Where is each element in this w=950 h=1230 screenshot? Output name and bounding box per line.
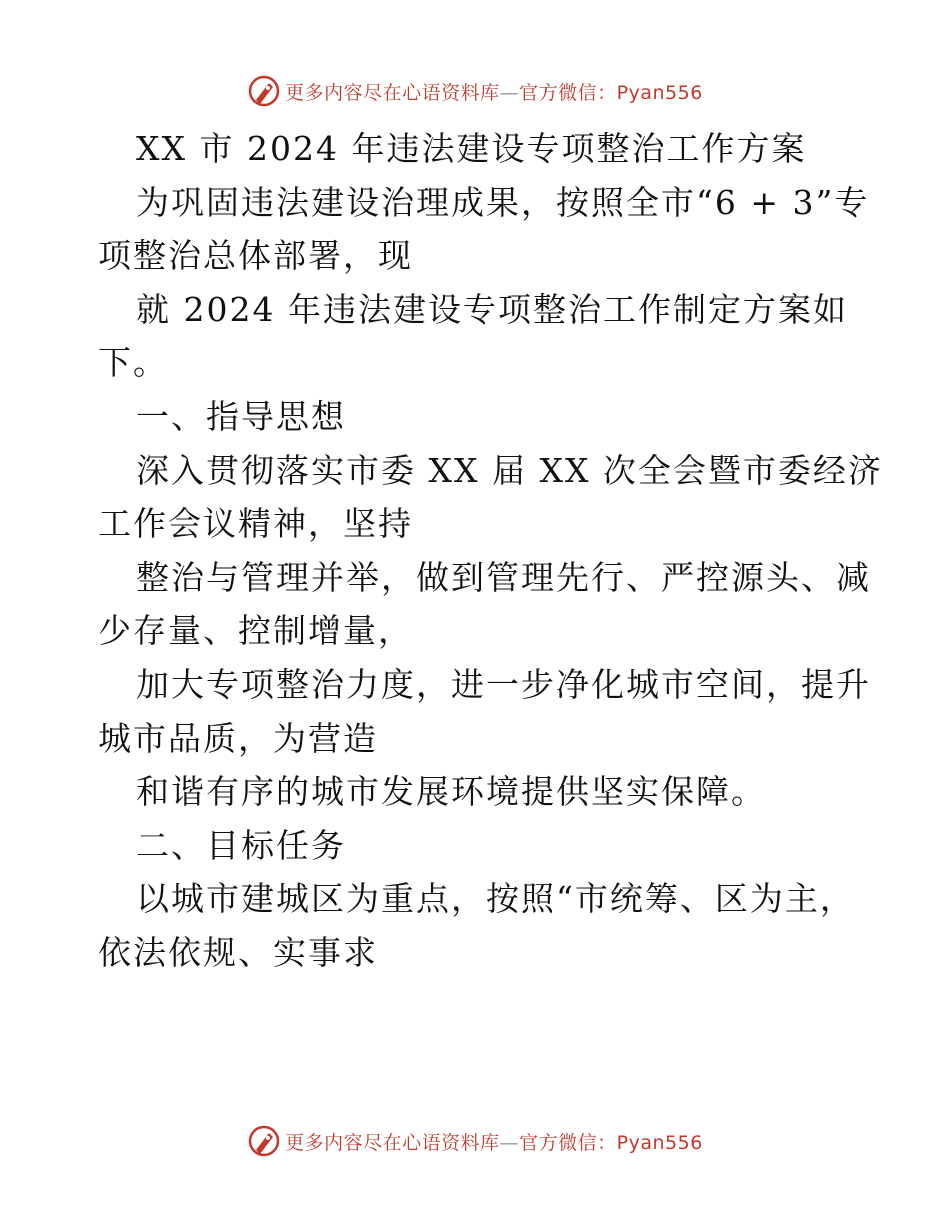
paragraph-line: 加大专项整治力度，进一步净化城市空间，提升 xyxy=(136,664,871,704)
pen-nib-logo-icon xyxy=(247,74,281,108)
paragraph-line: 为巩固违法建设治理成果，按照全市“6 + 3”专 xyxy=(136,182,870,222)
paragraph-line: 少存量、控制增量， xyxy=(98,611,413,651)
paragraph-line: 依法依规、实事求 xyxy=(98,932,378,972)
section-heading: 二、目标任务 xyxy=(136,825,346,865)
header-watermark-text: 更多内容尽在心语资料库—官方微信：Pyan556 xyxy=(285,81,703,104)
paragraph-line: 就 2024 年违法建设专项整治工作制定方案如 xyxy=(136,289,848,329)
footer-watermark-banner xyxy=(0,1121,950,1161)
paragraph-line: 下。 xyxy=(98,343,168,383)
document-title: XX 市 2024 年违法建设专项整治工作方案 xyxy=(136,129,807,168)
paragraph-line: 整治与管理并举，做到管理先行、严控源头、减 xyxy=(136,557,871,597)
paragraph-line: 城市品质，为营造 xyxy=(98,718,378,758)
paragraph-line: 以城市建城区为重点，按照“市统筹、区为主， xyxy=(136,879,855,919)
header-watermark-banner xyxy=(0,71,950,111)
paragraph-line: 和谐有序的城市发展环境提供坚实保障。 xyxy=(136,772,766,812)
document-body xyxy=(98,122,883,980)
footer-watermark-text: 更多内容尽在心语资料库—官方微信：Pyan556 xyxy=(285,1131,703,1154)
paragraph-line: 深入贯彻落实市委 XX 届 XX 次全会暨市委经济 xyxy=(136,450,883,490)
paragraph-line: 工作会议精神，坚持 xyxy=(98,504,413,544)
paragraph-line: 项整治总体部署，现 xyxy=(98,236,413,276)
pen-nib-logo-icon xyxy=(247,1124,281,1158)
section-heading: 一、指导思想 xyxy=(136,396,346,436)
